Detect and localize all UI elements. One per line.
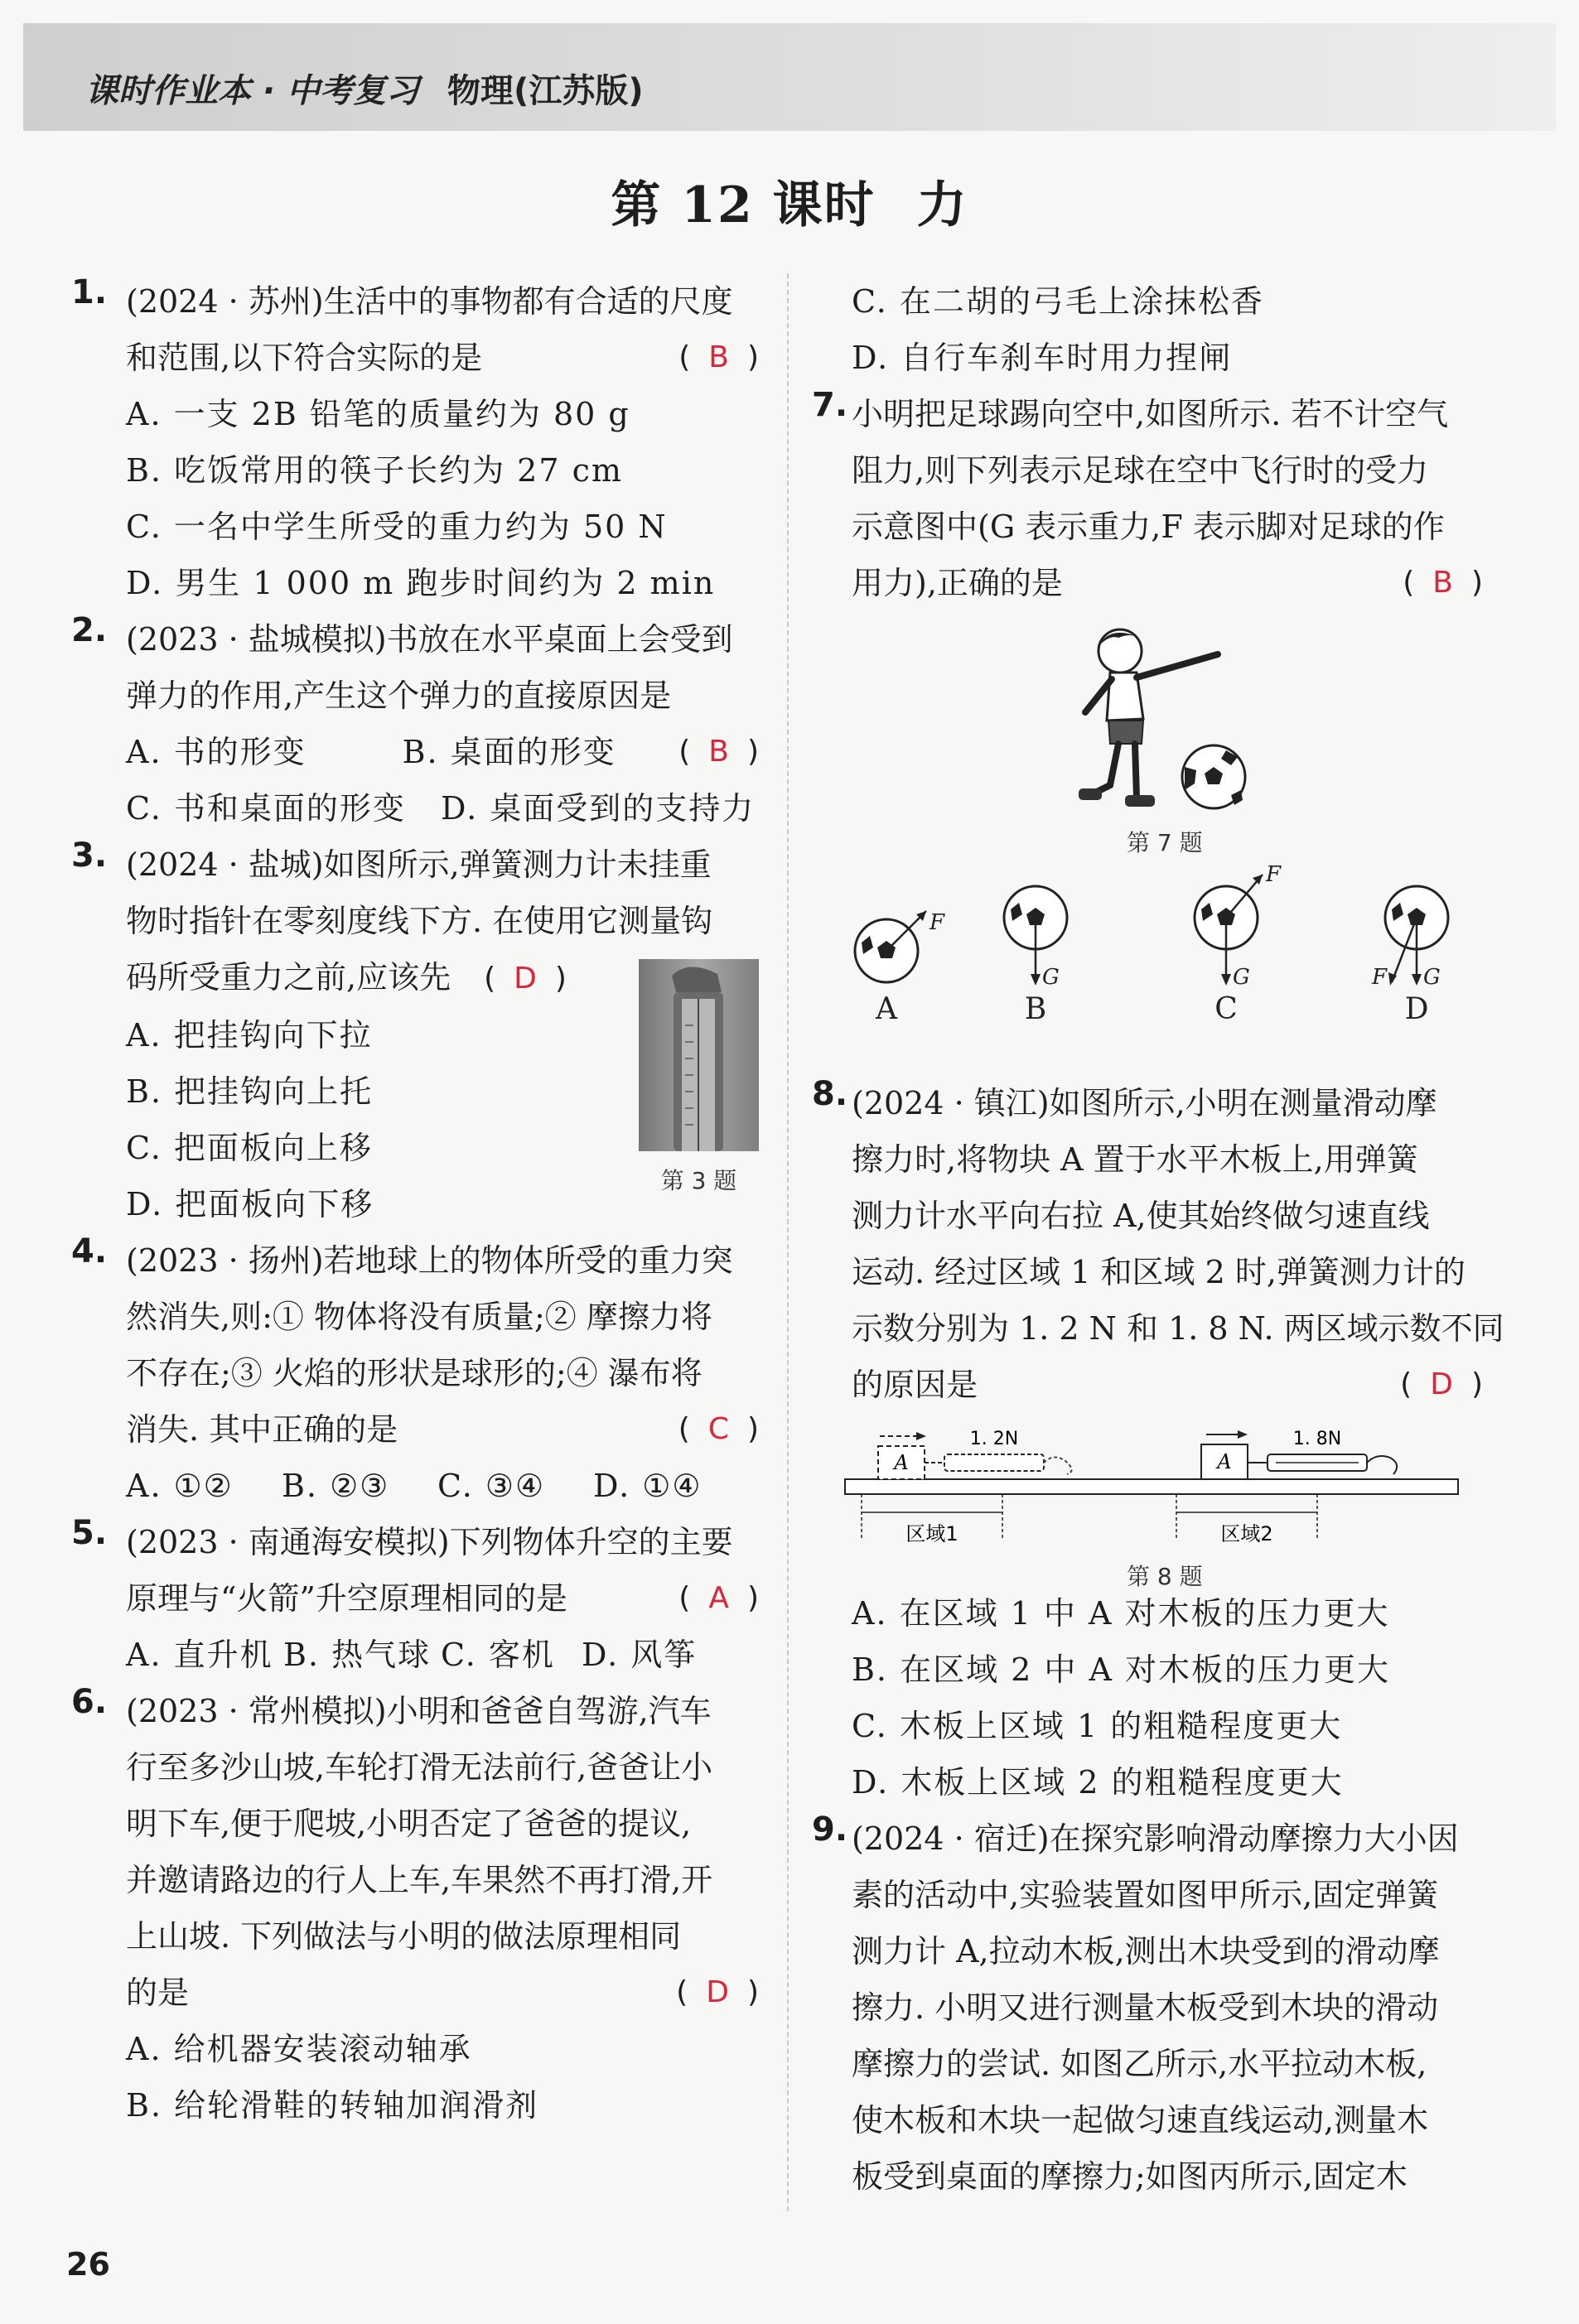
question-text: 素的活动中,实验装置如图甲所示,固定弹簧 bbox=[852, 1877, 1439, 1913]
question-text: 运动. 经过区域 1 和区域 2 时,弹簧测力计的 bbox=[852, 1254, 1466, 1290]
football-icon bbox=[1182, 745, 1245, 808]
option-b: B. 热气球 bbox=[283, 1637, 432, 1673]
series-name: 课时作业本 · 中考复习 bbox=[85, 72, 420, 110]
friction-board-diagram bbox=[837, 1416, 1466, 1557]
force-label: F bbox=[930, 910, 945, 935]
question-text: (2024 · 镇江)如图所示,小明在测量滑动摩 bbox=[852, 1085, 1437, 1121]
zone-label: 区域2 bbox=[1220, 1522, 1273, 1545]
question-7 bbox=[812, 386, 1483, 611]
question-text: (2024 · 宿迁)在探究影响滑动摩擦力大小因 bbox=[852, 1820, 1459, 1857]
question-number: 7. bbox=[812, 386, 848, 424]
question-number: 4. bbox=[71, 1232, 108, 1270]
question-number: 3. bbox=[71, 837, 108, 875]
question-text-line: 和范围,以下符合实际的是 bbox=[126, 340, 483, 376]
column-divider bbox=[787, 273, 789, 2211]
answer-letter: D bbox=[1430, 1367, 1453, 1401]
question-text bbox=[126, 1570, 759, 1627]
question-text: 小明把足球踢向空中,如图所示. 若不计空气 bbox=[852, 396, 1449, 432]
question-text bbox=[126, 330, 759, 386]
option-b: B. 吃饭常用的筷子长约为 27 cm bbox=[126, 452, 623, 489]
question-text: 测力计水平向右拉 A,使其始终做匀速直线 bbox=[852, 1198, 1430, 1234]
option-row bbox=[71, 724, 678, 780]
option-b-diagram bbox=[1004, 886, 1067, 990]
question-9 bbox=[812, 1811, 1483, 2205]
answer-letter: C bbox=[707, 1412, 729, 1446]
question-text: 物时指针在零刻度线下方. 在使用它测量钩 bbox=[126, 903, 713, 939]
block-label: A bbox=[894, 1451, 909, 1474]
option-row bbox=[71, 1627, 759, 1683]
question-text-line: 的是 bbox=[126, 1974, 190, 2011]
option-a: A. 把挂钩向下拉 bbox=[126, 1017, 373, 1054]
question-text: (2023 · 常州模拟)小明和爸爸自驾游,汽车 bbox=[126, 1693, 712, 1729]
question-text: 然消失,则:① 物体将没有质量;② 摩擦力将 bbox=[126, 1299, 712, 1335]
question-text: 摩擦力的尝试. 如图乙所示,水平拉动木板, bbox=[852, 2046, 1427, 2082]
question-text: 不存在;③ 火焰的形状是球形的;④ 瀑布将 bbox=[126, 1355, 703, 1391]
answer-bracket: ( B ) bbox=[1403, 566, 1483, 600]
question-text-line: 消失. 其中正确的是 bbox=[126, 1411, 398, 1448]
figure-caption: 第 7 题 bbox=[1127, 829, 1203, 856]
answer-letter: D bbox=[706, 1975, 729, 2009]
question-number: 2. bbox=[71, 611, 108, 649]
option-b: B. 给轮滑鞋的转轴加润滑剂 bbox=[126, 2087, 539, 2124]
option-d: D. 木板上区域 2 的粗糙程度更大 bbox=[852, 1764, 1344, 1801]
option-c: C. ③④ bbox=[437, 1468, 546, 1504]
lesson-number: 第 12 课时 bbox=[611, 176, 876, 234]
answer-letter: B bbox=[708, 735, 729, 769]
option-row bbox=[71, 780, 759, 837]
question-text: (2024 · 盐城)如图所示,弹簧测力计未挂重 bbox=[126, 846, 712, 883]
question-text-line: 码所受重力之前,应该先 bbox=[126, 959, 451, 996]
question-4 bbox=[71, 1232, 759, 1458]
option-d: D. 自行车刹车时用力捏闸 bbox=[852, 340, 1233, 376]
question-text bbox=[126, 1401, 759, 1458]
option-b: B. ②③ bbox=[282, 1468, 390, 1504]
option-a: A. 一支 2B 铅笔的质量约为 80 g bbox=[126, 396, 630, 432]
question-text: (2023 · 盐城模拟)书放在水平桌面上会受到 bbox=[126, 621, 733, 658]
question-text: (2024 · 苏州)生活中的事物都有合适的尺度 bbox=[126, 283, 733, 320]
footballer-illustration bbox=[1060, 620, 1251, 818]
option-c: C. 把面板向上移 bbox=[126, 1130, 373, 1166]
question-text: 示数分别为 1. 2 N 和 1. 8 N. 两区域示数不同 bbox=[852, 1310, 1504, 1347]
question-text: 测力计 A,拉动木板,测出木块受到的滑动摩 bbox=[852, 1933, 1440, 1970]
option-d: D. 男生 1 000 m 跑步时间约为 2 min bbox=[126, 565, 716, 601]
option-b: B. 把挂钩向上托 bbox=[126, 1073, 374, 1110]
choice-label: A bbox=[876, 992, 897, 1025]
option-b: B. 桌面的形变 bbox=[402, 734, 616, 770]
answer-letter: D bbox=[514, 962, 537, 996]
question-text: 并邀请路边的行人上车,车果然不再打滑,开 bbox=[126, 1862, 713, 1898]
question-text: 擦力. 小明又进行测量木板受到木块的滑动 bbox=[852, 1989, 1439, 2026]
question-text: 擦力时,将物块 A 置于水平木板上,用弹簧 bbox=[852, 1141, 1418, 1178]
force-label: F bbox=[1372, 965, 1388, 990]
question-text: 明下车,便于爬坡,小明否定了爸爸的提议, bbox=[126, 1806, 692, 1842]
question-text: 示意图中(G 表示重力,F 表示脚对足球的作 bbox=[852, 509, 1445, 545]
answer-bracket: ( A ) bbox=[678, 1581, 759, 1615]
question-7-figure bbox=[812, 611, 1483, 1075]
choice-label: B bbox=[1024, 992, 1047, 1025]
option-b: B. 在区域 2 中 A 对木板的压力更大 bbox=[852, 1651, 1391, 1688]
question-text bbox=[126, 1965, 759, 2021]
option-c: C. 在二胡的弓毛上涂抹松香 bbox=[852, 283, 1264, 320]
option-c-diagram bbox=[1195, 862, 1282, 990]
answer-letter: B bbox=[708, 340, 729, 374]
question-5 bbox=[71, 1514, 759, 1627]
option-a: A. 在区域 1 中 A 对木板的压力更大 bbox=[852, 1595, 1390, 1632]
option-c: C. 书和桌面的形变 bbox=[126, 790, 406, 827]
option-d: D. ①④ bbox=[593, 1468, 703, 1504]
lesson-topic: 力 bbox=[916, 176, 968, 234]
answer-letter: B bbox=[1432, 566, 1453, 600]
question-number: 8. bbox=[812, 1075, 848, 1113]
choice-label: C bbox=[1214, 992, 1238, 1025]
option-a-diagram bbox=[855, 910, 945, 982]
force-label: G bbox=[1233, 965, 1250, 990]
header-bar bbox=[23, 23, 1556, 131]
question-text: 上山坡. 下列做法与小明的做法原理相同 bbox=[126, 1918, 682, 1955]
subject-name: 物理(江苏版) bbox=[447, 72, 644, 110]
choice-label: D bbox=[1404, 992, 1429, 1025]
right-column bbox=[812, 273, 1504, 2205]
spring-scale-photo bbox=[639, 959, 759, 1151]
spring-scale-figure bbox=[639, 959, 759, 1194]
question-number: 9. bbox=[812, 1811, 848, 1849]
question-text-line: 原理与“火箭”升空原理相同的是 bbox=[126, 1580, 567, 1617]
option-d: D. 把面板向下移 bbox=[126, 1186, 374, 1222]
question-3-block bbox=[71, 837, 759, 1232]
question-text: (2023 · 南通海安模拟)下列物体升空的主要 bbox=[126, 1524, 733, 1560]
option-a: A. ①② bbox=[126, 1468, 234, 1504]
question-number: 6. bbox=[71, 1683, 108, 1721]
question-text: 行至多沙山坡,车轮打滑无法前行,爸爸让小 bbox=[126, 1749, 713, 1786]
question-text bbox=[852, 1357, 1483, 1413]
question-8-figure bbox=[812, 1413, 1483, 1590]
question-text-line: 的原因是 bbox=[852, 1367, 978, 1403]
force-diagram-options bbox=[845, 860, 1475, 1025]
answer-bracket: ( D ) bbox=[676, 1975, 759, 2009]
answer-bracket: ( B ) bbox=[678, 735, 759, 769]
reading-label: 1. 8N bbox=[1292, 1429, 1342, 1449]
question-text-line: 用力),正确的是 bbox=[852, 565, 1063, 601]
option-d: D. 风筝 bbox=[582, 1637, 698, 1673]
option-c: C. 一名中学生所受的重力约为 50 N bbox=[126, 509, 668, 545]
answer-bracket: ( B ) bbox=[678, 340, 759, 374]
zone-label: 区域1 bbox=[905, 1522, 959, 1545]
figure-caption: 第 3 题 bbox=[660, 1167, 737, 1194]
question-text: (2023 · 扬州)若地球上的物体所受的重力突 bbox=[126, 1242, 733, 1279]
question-6 bbox=[71, 1683, 759, 2021]
page-title bbox=[0, 166, 1579, 237]
question-text: 板受到桌面的摩擦力;如图丙所示,固定木 bbox=[852, 2158, 1408, 2195]
question-text: 使木板和木块一起做匀速直线运动,测量木 bbox=[852, 2102, 1429, 2138]
question-text: 阻力,则下列表示足球在空中飞行时的受力 bbox=[852, 452, 1429, 489]
option-a: A. 书的形变 bbox=[126, 734, 307, 770]
option-d-diagram bbox=[1371, 886, 1448, 990]
force-label: G bbox=[1423, 965, 1441, 990]
option-row bbox=[71, 1458, 759, 1514]
option-c: C. 客机 bbox=[441, 1637, 555, 1673]
figure-caption: 第 8 题 bbox=[1127, 1563, 1203, 1590]
option-a: A. 直升机 bbox=[126, 1637, 273, 1673]
left-column bbox=[71, 273, 759, 2134]
question-number: 5. bbox=[71, 1514, 108, 1552]
question-number: 1. bbox=[71, 273, 108, 311]
answer-bracket: ( C ) bbox=[678, 1412, 759, 1446]
block-label: A bbox=[1217, 1450, 1232, 1473]
answer-bracket: ( D ) bbox=[1400, 1367, 1483, 1401]
question-8 bbox=[812, 1075, 1504, 1413]
answer-bracket: ( D ) bbox=[484, 962, 567, 996]
option-a: A. 给机器安装滚动轴承 bbox=[126, 2031, 472, 2067]
answer-letter: A bbox=[708, 1581, 729, 1615]
reading-label: 1. 2N bbox=[969, 1429, 1019, 1449]
page-number: 26 bbox=[66, 2246, 110, 2283]
option-c: C. 木板上区域 1 的粗糙程度更大 bbox=[852, 1708, 1343, 1744]
option-d: D. 桌面受到的支持力 bbox=[441, 790, 756, 827]
book-title bbox=[85, 65, 644, 112]
force-label: F bbox=[1266, 862, 1282, 887]
question-text: 弹力的作用,产生这个弹力的直接原因是 bbox=[126, 677, 672, 714]
question-1 bbox=[71, 273, 759, 386]
force-label: G bbox=[1042, 965, 1060, 990]
question-text bbox=[852, 555, 1483, 611]
